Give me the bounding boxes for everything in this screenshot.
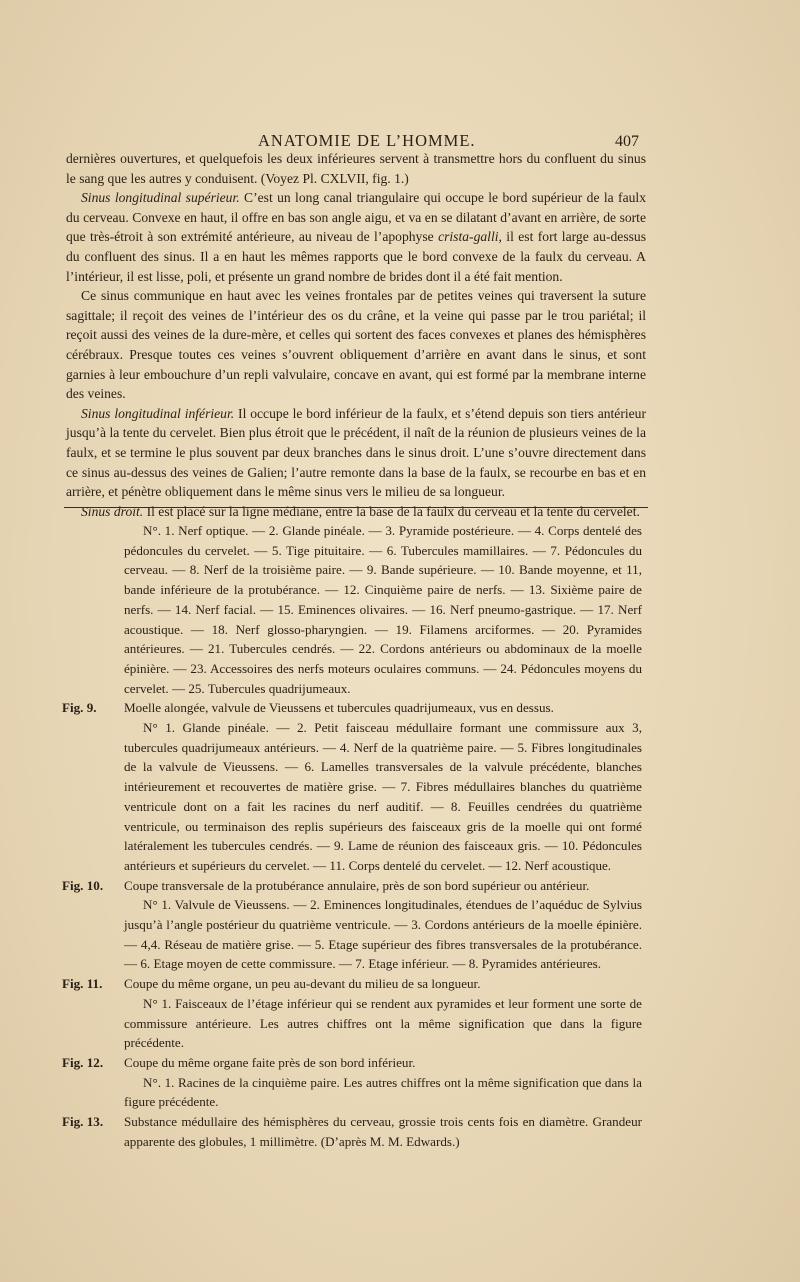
figure-12-label: Fig. 12. <box>62 1054 104 1070</box>
paragraph-5-text: Il est placé sur la ligne médiane, entre la base de la faulx du cerveau et la tente du cervelet. <box>143 503 640 519</box>
paragraph-sinus-longitudinal-superieur <box>66 188 646 286</box>
figure-10-caption <box>62 876 642 896</box>
paragraph-sinus-droit <box>66 502 646 522</box>
paragraph-1: dernières ouvertures, et quelquefois les deux inférieures servent à transmettre hors du confluent du sinus le sang que les autres y conduisent. (Voyez Pl. CXLVII, fig. 1.) <box>66 151 646 186</box>
paragraph-sinus-longitudinal-inferieur <box>66 404 646 502</box>
figure-10-body: N° 1. Valvule de Vieussens. — 2. Eminences longitudinales, étendues de l’aquéduc de Sylvius jusqu’à l’angle postérieur du quatrième ventricule. — 3. Cordons antérieurs de la moelle épinière. — 4,4. Réseau de matière grise. — 5. Etage supérieur des fibres transversales de la protubérance. — 6. Etage moyen de cette commissure. — 7. Etage inférieur. — 8. Pyramides antérieures. <box>124 897 642 972</box>
figure-10-label: Fig. 10. <box>62 877 104 893</box>
figure-9-caption <box>62 698 642 718</box>
term-sinus-longitudinal-inferieur: Sinus longitudinal inférieur. <box>81 405 235 421</box>
figure-9-title: Moelle alongée, valvule de Vieussens et tubercules quadrijumeaux, vus en dessus. <box>124 700 554 716</box>
paragraph-2-end: , il est fort large au-dessus du confluent des sinus. Il a en haut les mêmes rapports que le bord convexe de la faulx du cerveau. A l’intérieur, il est lisse, poli, et présente un grand nombre de brides dont il a été fait mention. <box>66 229 646 284</box>
figure-12-caption <box>62 1053 642 1073</box>
figure-12-title: Coupe du même organe faite près de son bord inférieur. <box>124 1054 416 1070</box>
term-sinus-longitudinal-superieur: Sinus longitudinal supérieur. <box>81 190 240 206</box>
figure-13-title: Substance médullaire des hémisphères du cerveau, grossie trois cents fois en diamètre. Grandeur apparente des globules, 1 millimètre. (D’après M. M. Edwards.) <box>124 1114 642 1149</box>
figure-11-label: Fig. 11. <box>62 976 103 992</box>
page-number: 407 <box>615 133 639 150</box>
figure-9-label: Fig. 9. <box>62 700 97 716</box>
figure-13-caption <box>62 1112 642 1151</box>
figure-11-caption <box>62 974 642 994</box>
term-sinus-droit: Sinus droit. <box>81 503 144 519</box>
legend-intro: N°. 1. Nerf optique. — 2. Glande pinéale. — 3. Pyramide postérieure. — 4. Corps dentelé des pédoncules du cervelet. — 5. Tige pituitaire. — 6. Tubercules mamillaires. — 7. Pédoncules du cerveau. — 8. Nerf de la troisième paire. — 9. Bande supérieure. — 10. Bande moyenne, et 11, bande inférieure de la protubérance. — 12. Cinquième paire de nerfs. — 13. Sixième paire de nerfs. — 14. Nerf facial. — 15. Eminences olivaires. — 16. Nerf pneumo-gastrique. — 17. Nerf acoustique. — 18. Nerf glosso-pharyngien. — 19. Filamens arciformes. — 20. Pyramides antérieures. — 21. Tubercules cendrés. — 22. Cordons antérieurs ou abdominaux de la moelle épinière. — 23. Accessoires des nerfs moteurs oculaires communs. — 24. Pédoncules moyens du cervelet. — 25. Tubercules quadrijumeaux. <box>124 523 642 696</box>
figure-10-title: Coupe transversale de la protubérance annulaire, près de son bord supérieur ou antérieur. <box>124 877 590 893</box>
paragraph-4-text: Il occupe le bord inférieur de la faulx, et s’étend depuis son tiers antérieur jusqu’à la tente du cervelet. Bien plus étroit que le précédent, il naît de la réunion de plusieurs veines de la faulx, et se termine le plus souvent par deux branches dans le sinus droit. L’une s’ouvre directement dans ce sinus au-dessus des veines de Galien; l’autre remonte dans la base de la faulx, se recourbe en bas et en arrière, et pénètre obliquement dans le même sinus vers le milieu de sa longueur. <box>66 405 646 500</box>
term-crista-galli: crista-galli <box>438 229 499 245</box>
figure-11-title: Coupe du même organe, un peu au-devant du milieu de sa longueur. <box>124 976 481 992</box>
running-head <box>0 131 800 151</box>
figure-13-label: Fig. 13. <box>62 1114 104 1130</box>
figure-12-body: N°. 1. Racines de la cinquième paire. Les autres chiffres ont la même signification que dans la figure précédente. <box>124 1074 642 1110</box>
main-text <box>66 149 646 521</box>
figure-11-body: N° 1. Faisceaux de l’étage inférieur qui se rendent aux pyramides et leur forment une sorte de commissure antérieure. Les autres chiffres ont la même signification que dans la figure précédente. <box>124 995 642 1051</box>
paragraph-2-text: C’est un long canal triangulaire qui occupe le bord supérieur de la faulx du cerveau. Convexe en haut, il offre en bas son angle aigu, et va en se dilatant d’avant en arrière, de sorte que très-étroit à son extrémité antérieure, au niveau de l’apophyse <box>66 190 646 245</box>
page-title: ANATOMIE DE L’HOMME. <box>258 131 476 150</box>
paragraph-communications: Ce sinus communique en haut avec les veines frontales par de petites veines qui traversent la suture sagittale; il reçoit des veines de l’intérieur des os du crâne, et la veine qui passe par le trou pariétal; il reçoit aussi des veines de la dure-mère, et celles qui sortent des faces convexes et planes des hémisphères cérébraux. Presque toutes ces veines s’ouvrent obliquement d’arrière en avant dans le sinus, et sont garnies à leur embouchure d’un repli valvulaire, concave en avant, qui est formé par la membrane interne des veines. <box>66 288 646 402</box>
section-divider <box>64 507 648 508</box>
plate-legend <box>62 521 642 1152</box>
figure-9-body: N° 1. Glande pinéale. — 2. Petit faisceau médullaire formant une commissure aux 3, tubercules quadrijumeaux antérieurs. — 4. Nerf de la quatrième paire. — 5. Fibres longitudinales de la valvule de Vieussens. — 6. Lamelles transversales de la valvule précédente, blanches intérieurement et recouvertes de matière grise. — 7. Fibres médullaires blanches du quatrième ventricule dont on a fait les racines du nerf auditif. — 8. Feuilles cendrées du quatrième ventricule, ou terminaison des replis supérieurs des faisceaux gris de la moelle qui ont formé latéralement les tubercules cendrés. — 9. Lame de réunion des faisceaux gris. — 10. Pédoncules antérieurs et supérieurs du cervelet. — 11. Corps dentelé du cervelet. — 12. Nerf acoustique. <box>124 720 642 873</box>
